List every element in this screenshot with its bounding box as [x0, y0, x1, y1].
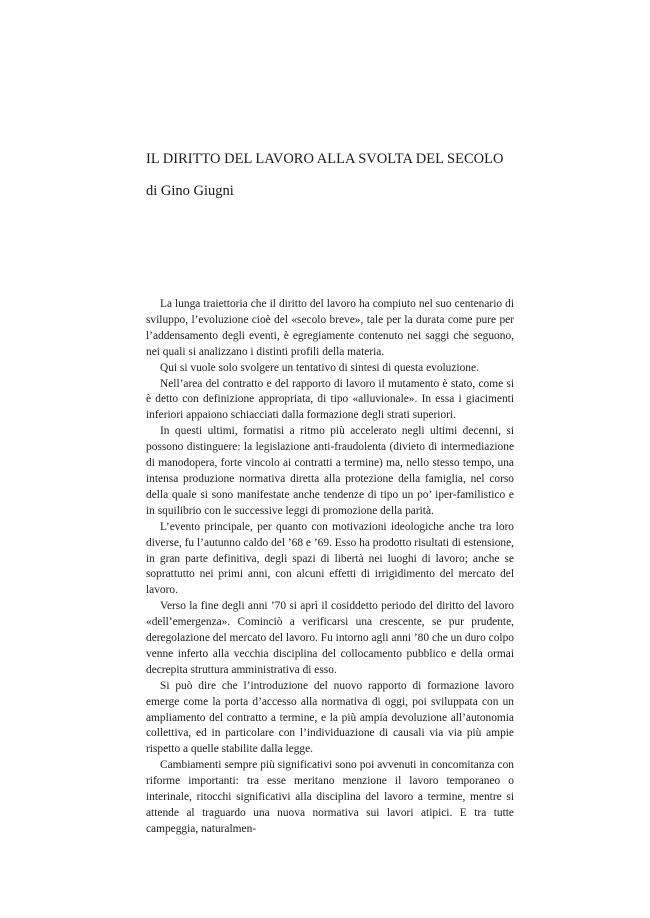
- paragraph-last: Cambiamenti sempre più significativi sono poi avvenuti in concomitanza con riforme importanti: tra esse meritano menzione il lavoro temporaneo o interinale, ritocchi significativi alla disciplina del lavoro a termine, mentre si attende al traguardo una nuova normativa sui lavori atipici. E tra tutte campeggia, naturalmen-: [146, 759, 514, 835]
- paragraph: Nell’area del contratto e del rapporto di lavoro il mutamento è stato, come si è detto con definizione appropriata, di tipo «alluvionale». In essa i giacimenti inferiori appaiono schiacciati dalla formazione degli strati superiori.: [146, 377, 514, 422]
- author-byline: di Gino Giugni: [146, 183, 234, 199]
- paragraph: Qui si vuole solo svolgere un tentativo di sintesi di questa evoluzione.: [160, 361, 479, 374]
- body-text: [146, 297, 514, 838]
- paragraph: Verso la fine degli anni ’70 si aprì il cosiddetto periodo del diritto del lavoro «dell’emergenza». Cominciò a verificarsi una crescente, se pur prudente, deregolazione del mercato del lavoro. Fu intorno agli anni ’80 che un duro colpo venne inferto alla vecchia disciplina del collocamento pubblico e della ormai decrepita struttura amministrativa di esso.: [146, 600, 514, 676]
- paragraph: La lunga traiettoria che il diritto del lavoro ha compiuto nel suo centenario di sviluppo, l’evoluzione cioè del «secolo breve», tale per la durata come pure per l’addensamento degli eventi, è egregiamente contenuto nei saggi che seguono, nei quali si analizzano i distinti profili della materia.: [146, 298, 514, 358]
- paragraph: L’evento principale, per quanto con motivazioni ideologiche anche tra loro diverse, fu l’autunno caldo del ’68 e ’69. Esso ha prodotto risultati di estensione, in gran parte definitiva, degli spazi di libertà nei luoghi di lavoro; anche se soprattutto nei primi anni, con alcuni effetti di irrigidimento del mercato del lavoro.: [146, 520, 514, 597]
- paragraph: Si può dire che l’introduzione del nuovo rapporto di formazione lavoro emerge come la porta d’accesso alla normativa di oggi, poi sviluppata con un ampliamento del contratto a termine, e la più ampia devoluzione all’autonomia collettiva, ed in particolare con l’individuazione di causali via via più ampie rispetto a quelle stabilite dalla legge.: [146, 679, 514, 756]
- paragraph: In questi ultimi, formatisi a ritmo più accelerato negli ultimi decenni, si possono distinguere: la legislazione anti-fraudolenta (divieto di intermediazione di manodopera, forte vincolo ai contratti a termine) ma, nello stesso tempo, una intensa produzione normativa diretta alla protezione della famiglia, nel corso della quale si sono manifestate anche tendenze di tipo un po’ iper-familistico e in squilibrio con le successive leggi di promozione della parità.: [146, 425, 514, 517]
- page-title: IL DIRITTO DEL LAVORO ALLA SVOLTA DEL SECOLO: [146, 151, 504, 167]
